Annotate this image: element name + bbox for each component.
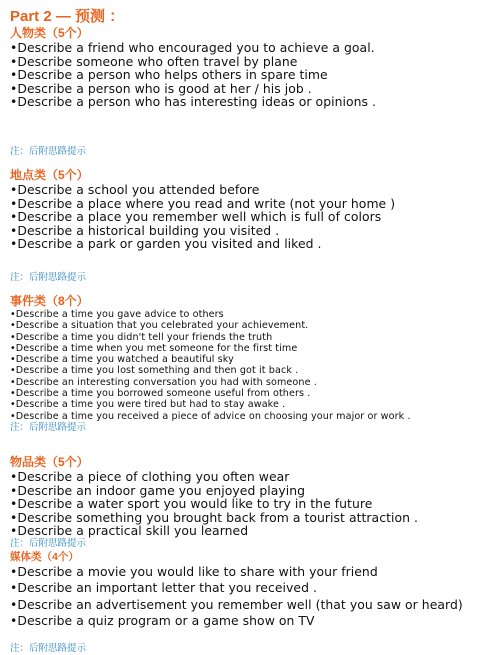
list-item: •Describe a time you received a piece of advice on choosing your major or work . [10, 410, 411, 422]
list-item: •Describe a time when you met someone for the first time [10, 342, 298, 354]
list-item: •Describe a school you attended before [10, 181, 260, 197]
section-events [10, 294, 486, 434]
list-item: •Describe a time you borrowed someone useful from others . [10, 388, 311, 400]
list-item: •Describe an interesting conversation you had with someone . [10, 376, 317, 388]
list-item: •Describe a park or garden you visited and liked . [10, 236, 322, 252]
topic-list [10, 41, 486, 109]
list-item: •Describe a place where you read and write (not your home ) [10, 195, 396, 211]
section-title: 人物类（5个） [10, 26, 89, 40]
section-note: 注：后附思路提示 [10, 145, 87, 157]
list-item: •Describe a quiz program or a game show on TV [10, 613, 315, 629]
topic-list [10, 183, 486, 251]
section-title: 地点类（5个） [10, 167, 89, 182]
list-item: •Describe a practical skill you learned [10, 523, 249, 539]
document-page [10, 8, 486, 655]
topic-list [10, 309, 486, 422]
list-item: •Describe an indoor game you enjoyed playing [10, 482, 306, 498]
list-item: •Describe a time you watched a beautiful sky [10, 354, 234, 366]
section-title: 事件类（8个） [10, 293, 89, 308]
list-item: •Describe a situation that you celebrated your achievement. [10, 320, 309, 332]
section-places [10, 168, 486, 284]
list-item: •Describe a time you lost something and then got it back . [10, 365, 299, 377]
list-item: •Describe a piece of clothing you often wear [10, 468, 290, 484]
list-item: •Describe an important letter that you received . [10, 580, 317, 596]
topic-list [10, 470, 486, 538]
part-title: Part 2 — 预测 ： [10, 8, 125, 25]
section-note: 注：后附思路提示 [10, 642, 87, 654]
section-people [10, 26, 486, 158]
list-item: •Describe a friend who encouraged you to achieve a goal. [10, 40, 375, 55]
list-item: •Describe someone who often travel by plane [10, 53, 298, 69]
section-note: 注：后附思路提示 [10, 271, 87, 283]
section-media [10, 550, 486, 655]
list-item: •Describe a person who has interesting ideas or opinions . [10, 94, 377, 110]
topic-list [10, 564, 486, 630]
list-item: •Describe a historical building you visited . [10, 222, 280, 238]
section-note: 注：后附思路提示 [10, 421, 87, 433]
list-item: •Describe a person who helps others in spare time [10, 67, 328, 83]
section-objects [10, 455, 486, 550]
section-title: 物品类（5个） [10, 454, 89, 469]
list-item: •Describe a time you were tired but had to stay awake . [10, 399, 286, 411]
list-item: •Describe a time you gave advice to others [10, 308, 224, 320]
list-item: •Describe a person who is good at her / his job . [10, 80, 312, 96]
list-item: •Describe a place you remember well which is full of colors [10, 209, 382, 225]
section-title: 媒体类（4个） [10, 550, 79, 563]
list-item: •Describe a time you didn't tell your friends the truth [10, 331, 273, 343]
list-item: •Describe something you brought back from a tourist attraction . [10, 509, 418, 525]
list-item: •Describe a water sport you would like to try in the future [10, 496, 373, 512]
list-item: •Describe an advertisement you remember well (that you saw or heard) [10, 596, 463, 612]
section-note: 注：后附思路提示 [10, 537, 87, 549]
list-item: •Describe a movie you would like to share with your friend [10, 563, 378, 579]
